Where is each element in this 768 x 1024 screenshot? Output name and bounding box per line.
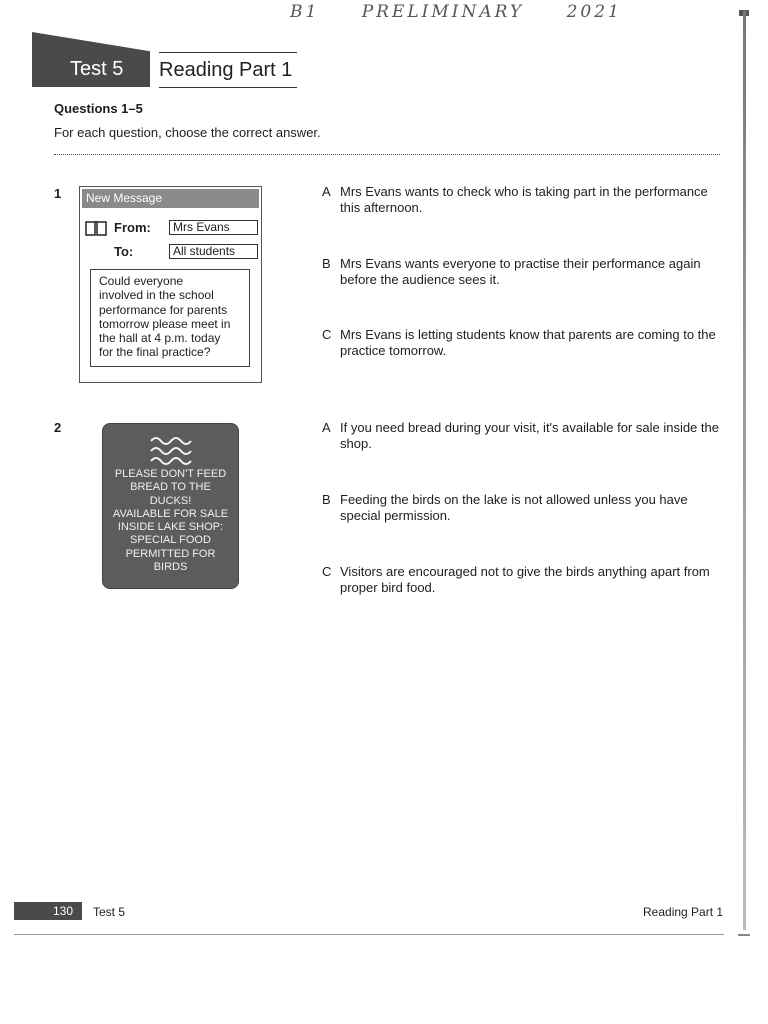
message-window	[79, 186, 262, 383]
handwritten-level: B1	[290, 2, 320, 22]
message-body	[90, 269, 250, 367]
sign-line: AVAILABLE FOR SALE	[112, 507, 229, 520]
question-number: 1	[54, 186, 62, 201]
from-field: Mrs Evans	[169, 220, 258, 235]
lake-sign	[102, 423, 239, 589]
option-text: Mrs Evans wants to check who is taking part in the performance this afternoon.	[340, 184, 708, 215]
option-letter: B	[322, 256, 331, 271]
option-letter: C	[322, 327, 332, 342]
message-line: Could everyone	[99, 274, 184, 288]
sign-line: SPECIAL FOOD	[130, 534, 211, 547]
questions-heading: Questions 1–5	[54, 101, 143, 116]
option-letter: C	[322, 564, 332, 579]
option-text: Mrs Evans wants everyone to practise their performance again before the audience sees it.	[340, 256, 701, 287]
sign-line: PERMITTED FOR	[125, 547, 216, 560]
option-letter: A	[322, 420, 331, 435]
scan-edge	[743, 10, 746, 930]
instructions: For each question, choose the correct answer.	[54, 125, 321, 140]
handwritten-note	[290, 2, 656, 22]
footer-divider	[14, 934, 724, 935]
message-window-title: New Message	[82, 189, 259, 208]
option-text: If you need bread during your visit, it's available for sale inside the shop.	[340, 420, 719, 451]
option-text: Mrs Evans is letting students know that parents are coming to the practice tomorrow.	[340, 327, 716, 358]
water-waves-icon	[149, 434, 193, 466]
message-line: performance for parents	[99, 302, 228, 317]
message-line: for the final practice?	[99, 345, 211, 360]
page-number: 130	[53, 904, 74, 918]
option-letter: B	[322, 492, 331, 507]
message-line: involved in the school	[99, 288, 214, 303]
option-letter: A	[322, 184, 331, 199]
from-label: From:	[114, 220, 151, 235]
to-field: All students	[169, 244, 258, 259]
sign-line: BIRDS	[153, 561, 188, 574]
option-text: Visitors are encouraged not to give the birds anything apart from proper bird food.	[340, 564, 710, 595]
sign-text	[109, 468, 232, 574]
dotted-divider	[54, 154, 720, 155]
scan-edge-corner	[738, 924, 750, 936]
footer-test-label: Test 5	[93, 905, 126, 919]
option-text: Feeding the birds on the lake is not allowed unless you have special permission.	[340, 492, 688, 523]
handwritten-exam: PRELIMINARY	[361, 2, 525, 22]
book-icon	[85, 220, 107, 236]
sign-line: BREAD TO THE	[130, 481, 211, 494]
footer-section-label: Reading Part 1	[643, 905, 724, 919]
to-label: To:	[114, 244, 134, 259]
handwritten-year: 2021	[566, 2, 622, 22]
test-label: Test 5	[70, 58, 124, 80]
sign-line: DUCKS!	[149, 494, 192, 507]
message-line: tomorrow please meet in	[99, 316, 231, 331]
message-line: the hall at 4 p.m. today	[99, 331, 221, 346]
section-title: Reading Part 1	[159, 52, 297, 88]
question-number: 2	[54, 420, 62, 435]
sign-line: PLEASE DON'T FEED	[114, 468, 227, 480]
sign-line: INSIDE LAKE SHOP:	[117, 521, 224, 534]
